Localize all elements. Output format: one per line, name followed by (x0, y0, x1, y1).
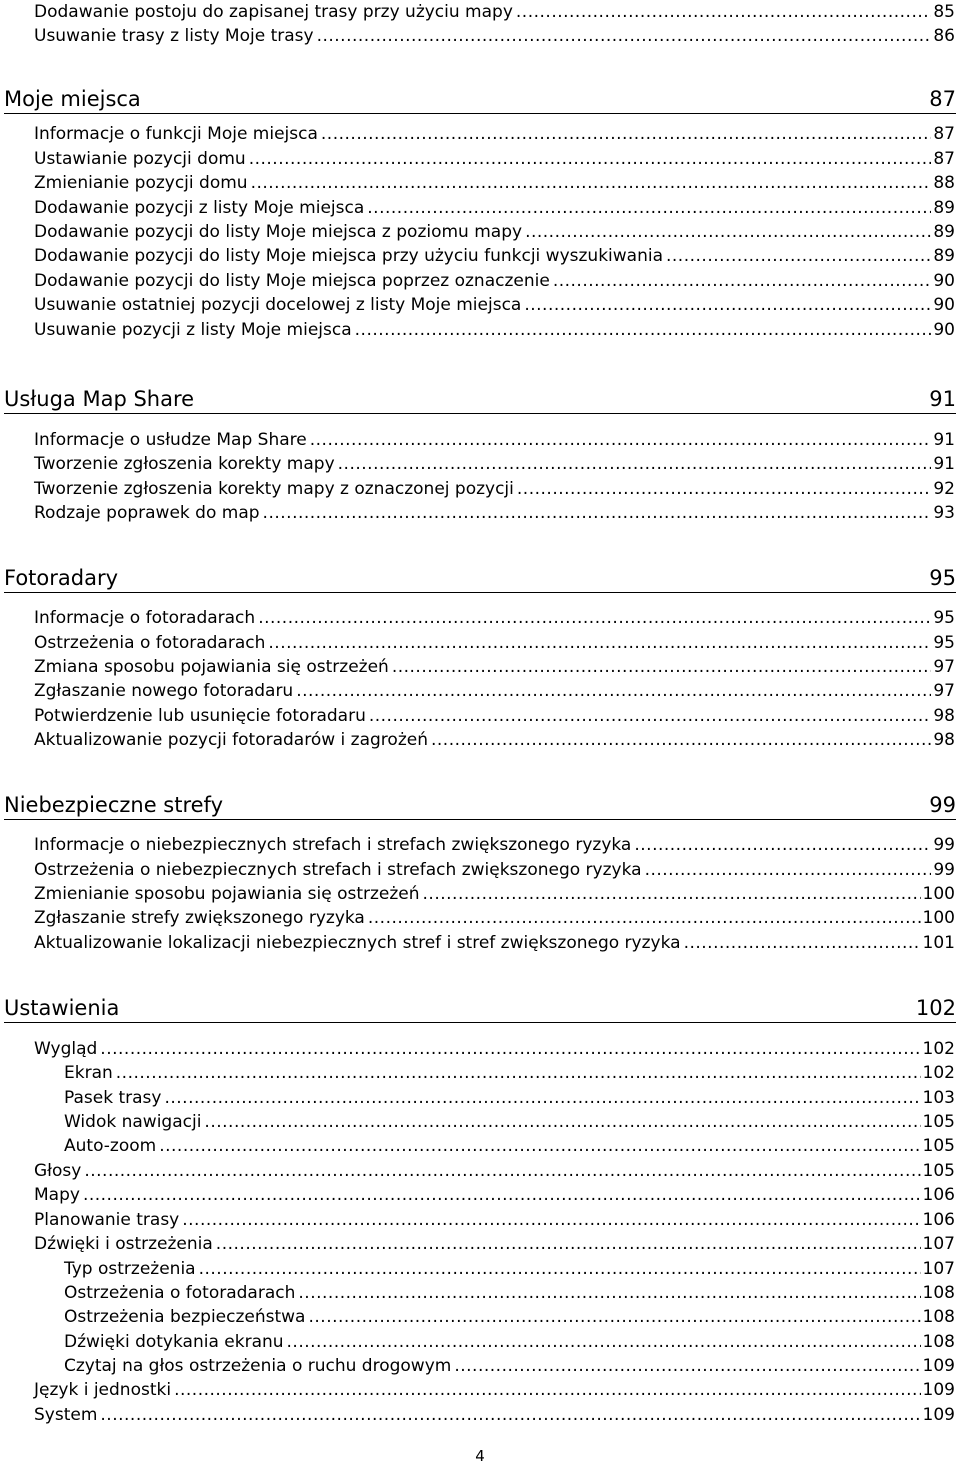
dot-leader (116, 1061, 921, 1085)
entry-page-number: 89 (933, 222, 955, 242)
dot-leader (268, 631, 931, 655)
entry-page-number: 102 (922, 1039, 955, 1059)
dot-leader (100, 1037, 920, 1061)
toc-chapter-heading[interactable] (4, 994, 956, 1023)
entry-page-number: 103 (922, 1088, 955, 1108)
toc-entry[interactable] (34, 1183, 955, 1207)
toc-entry[interactable] (34, 655, 955, 679)
dot-leader (321, 122, 931, 146)
dot-leader (454, 1354, 920, 1378)
toc-entry[interactable] (34, 269, 955, 293)
dot-leader (159, 1134, 920, 1158)
entry-title: Informacje o fotoradarach (34, 608, 256, 628)
toc-entry[interactable] (34, 631, 955, 655)
entry-page-number: 89 (933, 198, 955, 218)
toc-subentry[interactable] (64, 1110, 955, 1134)
toc-entry[interactable] (34, 452, 955, 476)
toc-subentry[interactable] (64, 1330, 955, 1354)
entry-title: Usuwanie trasy z listy Moje trasy (34, 26, 314, 46)
dot-leader (423, 882, 921, 906)
dot-leader (369, 704, 932, 728)
toc-entry[interactable] (34, 122, 955, 146)
entry-page-number: 98 (933, 730, 955, 750)
toc-entry[interactable] (34, 882, 955, 906)
toc-entry[interactable] (34, 679, 955, 703)
entry-title: Dodawanie pozycji do listy Moje miejsca przy użyciu funkcji wyszukiwania (34, 246, 663, 266)
entry-title: Dodawanie pozycji do listy Moje miejsca z poziomu mapy (34, 222, 523, 242)
chapter-page-number: 102 (915, 996, 956, 1020)
entry-page-number: 108 (922, 1283, 955, 1303)
dot-leader (553, 269, 932, 293)
entry-page-number: 100 (922, 884, 955, 904)
chapter-title: Niebezpieczne strefy (4, 793, 224, 817)
entry-page-number: 97 (933, 681, 955, 701)
entry-title: Zmienianie pozycji domu (34, 173, 248, 193)
toc-entry[interactable] (34, 24, 955, 48)
entry-page-number: 109 (922, 1356, 955, 1376)
entry-title: Tworzenie zgłoszenia korekty mapy z oznaczonej pozycji (34, 479, 514, 499)
entry-title: Informacje o niebezpiecznych strefach i strefach zwiększonego ryzyka (34, 835, 632, 855)
entry-page-number: 88 (933, 173, 955, 193)
entry-page-number: 90 (933, 320, 955, 340)
toc-entry[interactable] (34, 196, 955, 220)
entry-page-number: 101 (922, 933, 955, 953)
dot-leader (296, 679, 931, 703)
entry-page-number: 97 (933, 657, 955, 677)
dot-leader (258, 606, 931, 630)
dot-leader (317, 24, 932, 48)
entry-title: Mapy (34, 1185, 80, 1205)
dot-leader (249, 147, 932, 171)
entry-title: Informacje o usłudze Map Share (34, 430, 307, 450)
entry-page-number: 95 (933, 633, 955, 653)
dot-leader (174, 1378, 920, 1402)
entry-page-number: 87 (933, 149, 955, 169)
page-number: 4 (475, 1447, 485, 1465)
entry-page-number: 99 (933, 860, 955, 880)
entry-title: Zgłaszanie strefy zwiększonego ryzyka (34, 908, 365, 928)
entry-page-number: 108 (922, 1307, 955, 1327)
dot-leader (525, 220, 931, 244)
dot-leader (645, 858, 932, 882)
entry-title: Ostrzeżenia o fotoradarach (34, 633, 266, 653)
dot-leader (524, 293, 931, 317)
entry-page-number: 107 (922, 1234, 955, 1254)
chapter-page-number: 91 (929, 387, 956, 411)
entry-title: Widok nawigacji (64, 1112, 202, 1132)
dot-leader (368, 906, 921, 930)
dot-leader (83, 1183, 921, 1207)
dot-leader (355, 318, 932, 342)
entry-title: Ustawianie pozycji domu (34, 149, 246, 169)
dot-leader (516, 0, 931, 24)
toc-entry[interactable] (34, 858, 955, 882)
toc-subentry[interactable] (64, 1305, 955, 1329)
toc-chapter-heading[interactable] (4, 385, 956, 414)
toc-entry[interactable] (34, 1403, 955, 1427)
dot-leader (392, 655, 932, 679)
chapter-title: Moje miejsca (4, 87, 141, 111)
entry-title: Wygląd (34, 1039, 98, 1059)
toc-entry[interactable] (34, 147, 955, 171)
toc-subentry[interactable] (64, 1281, 955, 1305)
entry-page-number: 86 (933, 26, 955, 46)
entry-page-number: 91 (933, 454, 955, 474)
toc-entry[interactable] (34, 318, 955, 342)
dot-leader (100, 1403, 920, 1427)
toc-entry[interactable] (34, 1378, 955, 1402)
toc-entry[interactable] (34, 1232, 955, 1256)
toc-entry[interactable] (34, 501, 955, 525)
toc-chapter-heading[interactable] (4, 791, 956, 820)
entry-title: Auto-zoom (64, 1136, 157, 1156)
toc-entry[interactable] (34, 833, 955, 857)
entry-title: Dźwięki i ostrzeżenia (34, 1234, 213, 1254)
toc-entry[interactable] (34, 220, 955, 244)
dot-leader (251, 171, 932, 195)
entry-page-number: 100 (922, 908, 955, 928)
dot-leader (84, 1159, 920, 1183)
dot-leader (684, 931, 921, 955)
dot-leader (204, 1110, 920, 1134)
entry-page-number: 105 (922, 1112, 955, 1132)
toc-entry[interactable] (34, 0, 955, 24)
toc-entry[interactable] (34, 931, 955, 955)
dot-leader (310, 428, 932, 452)
entry-title: Aktualizowanie pozycji fotoradarów i zagrożeń (34, 730, 428, 750)
chapter-page-number: 87 (929, 87, 956, 111)
entry-title: Ekran (64, 1063, 113, 1083)
dot-leader (431, 728, 931, 752)
entry-title: Zmiana sposobu pojawiania się ostrzeżeń (34, 657, 389, 677)
chapter-title: Fotoradary (4, 566, 119, 590)
toc-entry[interactable] (34, 1037, 955, 1061)
entry-page-number: 106 (922, 1210, 955, 1230)
entry-page-number: 95 (933, 608, 955, 628)
entry-title: Rodzaje poprawek do map (34, 503, 260, 523)
toc-entry[interactable] (34, 244, 955, 268)
toc-entry[interactable] (34, 1208, 955, 1232)
dot-leader (666, 244, 931, 268)
toc-entry[interactable] (34, 293, 955, 317)
entry-page-number: 98 (933, 706, 955, 726)
chapter-page-number: 99 (929, 793, 956, 817)
entry-title: System (34, 1405, 98, 1425)
entry-title: Usuwanie pozycji z listy Moje miejsca (34, 320, 352, 340)
entry-page-number: 107 (922, 1259, 955, 1279)
entry-title: Dodawanie pozycji z listy Moje miejsca (34, 198, 365, 218)
toc-entry[interactable] (34, 704, 955, 728)
toc-chapter-heading[interactable] (4, 85, 956, 114)
dot-leader (287, 1330, 921, 1354)
entry-page-number: 102 (922, 1063, 955, 1083)
entry-title: Dźwięki dotykania ekranu (64, 1332, 284, 1352)
chapter-title: Usługa Map Share (4, 387, 195, 411)
chapter-page-number: 95 (929, 566, 956, 590)
dot-leader (338, 452, 932, 476)
entry-title: Język i jednostki (34, 1380, 172, 1400)
entry-title: Dodawanie postoju do zapisanej trasy przy użyciu mapy (34, 2, 513, 22)
entry-title: Informacje o funkcji Moje miejsca (34, 124, 318, 144)
entry-page-number: 109 (922, 1405, 955, 1425)
entry-title: Czytaj na głos ostrzeżenia o ruchu drogowym (64, 1356, 452, 1376)
entry-title: Usuwanie ostatniej pozycji docelowej z listy Moje miejsca (34, 295, 522, 315)
dot-leader (367, 196, 931, 220)
entry-title: Głosy (34, 1161, 82, 1181)
dot-leader (634, 833, 931, 857)
entry-title: Potwierdzenie lub usunięcie fotoradaru (34, 706, 366, 726)
chapter-title: Ustawienia (4, 996, 120, 1020)
toc-subentry[interactable] (64, 1061, 955, 1085)
dot-leader (199, 1257, 921, 1281)
entry-page-number: 90 (933, 295, 955, 315)
dot-leader (308, 1305, 920, 1329)
toc-entry[interactable] (34, 477, 955, 501)
toc-entry[interactable] (34, 728, 955, 752)
entry-title: Aktualizowanie lokalizacji niebezpiecznych stref i stref zwiększonego ryzyka (34, 933, 681, 953)
entry-page-number: 87 (933, 124, 955, 144)
entry-page-number: 105 (922, 1136, 955, 1156)
entry-title: Zmienianie sposobu pojawiania się ostrzeżeń (34, 884, 420, 904)
entry-page-number: 108 (922, 1332, 955, 1352)
toc-subentry[interactable] (64, 1134, 955, 1158)
toc-subentry[interactable] (64, 1086, 955, 1110)
entry-page-number: 89 (933, 246, 955, 266)
entry-title: Typ ostrzeżenia (64, 1259, 196, 1279)
entry-page-number: 90 (933, 271, 955, 291)
entry-title: Planowanie trasy (34, 1210, 180, 1230)
dot-leader (517, 477, 931, 501)
entry-title: Pasek trasy (64, 1088, 162, 1108)
toc-subentry[interactable] (64, 1257, 955, 1281)
entry-page-number: 109 (922, 1380, 955, 1400)
entry-page-number: 85 (933, 2, 955, 22)
toc-subentry[interactable] (64, 1354, 955, 1378)
entry-page-number: 106 (922, 1185, 955, 1205)
toc-entry[interactable] (34, 606, 955, 630)
dot-leader (263, 501, 932, 525)
toc-entry[interactable] (34, 171, 955, 195)
entry-page-number: 92 (933, 479, 955, 499)
entry-page-number: 99 (933, 835, 955, 855)
dot-leader (164, 1086, 920, 1110)
dot-leader (182, 1208, 920, 1232)
toc-entry[interactable] (34, 906, 955, 930)
toc-entry[interactable] (34, 1159, 955, 1183)
entry-page-number: 105 (922, 1161, 955, 1181)
toc-entry[interactable] (34, 428, 955, 452)
entry-page-number: 91 (933, 430, 955, 450)
entry-title: Ostrzeżenia o fotoradarach (64, 1283, 296, 1303)
entry-title: Ostrzeżenia bezpieczeństwa (64, 1307, 306, 1327)
entry-page-number: 93 (933, 503, 955, 523)
dot-leader (298, 1281, 920, 1305)
entry-title: Dodawanie pozycji do listy Moje miejsca poprzez oznaczenie (34, 271, 550, 291)
entry-title: Tworzenie zgłoszenia korekty mapy (34, 454, 335, 474)
entry-title: Zgłaszanie nowego fotoradaru (34, 681, 294, 701)
toc-chapter-heading[interactable] (4, 564, 956, 593)
entry-title: Ostrzeżenia o niebezpiecznych strefach i strefach zwiększonego ryzyka (34, 860, 642, 880)
dot-leader (216, 1232, 921, 1256)
